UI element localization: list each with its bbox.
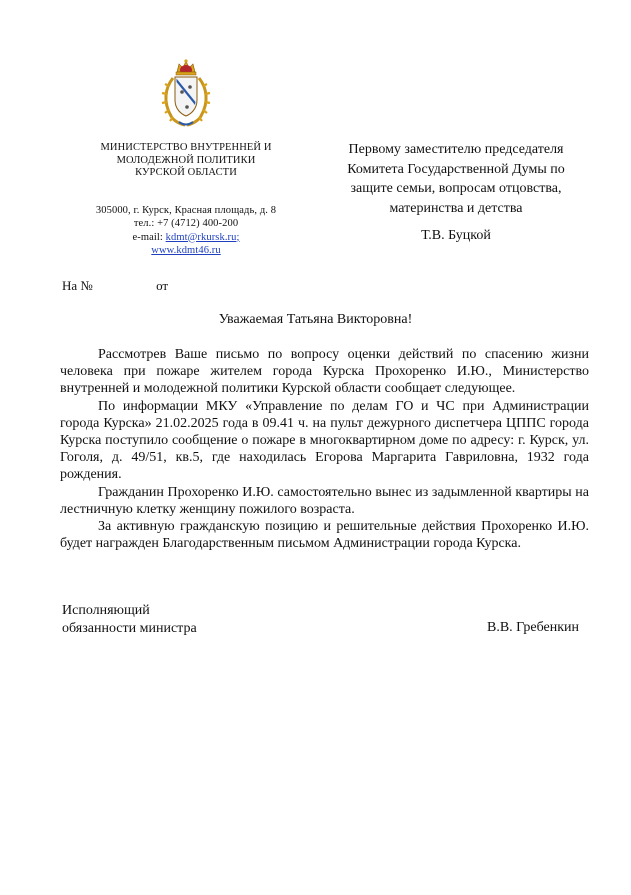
body-paragraph: По информации МКУ «Управление по делам ГО и ЧС при Администрации города Курска» 21.02.2025 года в 09.41 ч. на пульт дежурного диспетчера ЦППС города Курска поступило сообщение о пожаре в многоквартирном доме по адресу: г. Курск, ул. Гоголя, д. 49/51, кв.5, где находилась Егорова Маргарита Гавриловна, 1932 года рождения. — [60, 398, 589, 483]
reference-date-label: от — [156, 278, 169, 293]
email-prefix: e-mail: — [132, 231, 166, 243]
sender-org-line: МИНИСТЕРСТВО ВНУТРЕННЕЙ И — [100, 142, 272, 153]
recipient-line: материнства и детства — [389, 200, 523, 216]
kursk-coat-of-arms-icon — [157, 58, 215, 128]
sender-contacts — [82, 204, 290, 258]
sender-org-line: МОЛОДЕЖНОЙ ПОЛИТИКИ — [116, 154, 256, 166]
body-paragraph: Гражданин Прохоренко И.Ю. самостоятельно вынес из задымленной квартиры на лестничную клетку женщину пожилого возраста. — [60, 484, 589, 517]
signatory-name: В.В. Гребенкин — [487, 620, 580, 635]
recipient-block — [318, 140, 594, 218]
sender-phone: тел.: +7 (4712) 400-200 — [133, 218, 239, 229]
body-paragraph: Рассмотрев Ваше письмо по вопросу оценки действий по спасению жизни человека при пожаре жителем города Курска Прохоренко И.Ю., Министерство внутренней и молодежной политики Курской области сообщает следующее. — [60, 347, 589, 397]
letter-body — [60, 346, 589, 552]
signatory-title — [62, 602, 197, 638]
email-link[interactable]: kdmt@rkursk.ru; — [165, 231, 240, 243]
sender-organization — [82, 142, 290, 180]
signatory-title-line: обязанности министра — [62, 621, 197, 636]
sender-email-line — [82, 231, 290, 245]
recipient-line: защите семьи, вопросам отцовства, — [350, 181, 562, 196]
reference-number-label: На № — [62, 278, 93, 293]
sender-org-line: КУРСКОЙ ОБЛАСТИ — [135, 167, 237, 178]
signatory-title-line: Исполняющий — [62, 603, 150, 618]
recipient-line: Первому заместителю председателя — [348, 142, 564, 157]
sender-block — [82, 142, 290, 258]
website-link[interactable]: www.kdmt46.ru — [151, 245, 221, 256]
reference-line — [62, 278, 168, 294]
salutation: Уважаемая Татьяна Викторовна! — [218, 312, 413, 327]
recipient-line: Комитета Государственной Думы по — [347, 161, 565, 177]
recipient-name: Т.В. Буцкой — [421, 228, 491, 243]
body-paragraph: За активную гражданскую позицию и решительные действия Прохоренко И.Ю. будет награжден Благодарственным письмом Администрации города Курска. — [60, 519, 589, 552]
sender-address: 305000, г. Курск, Красная площадь, д. 8 — [95, 204, 277, 216]
